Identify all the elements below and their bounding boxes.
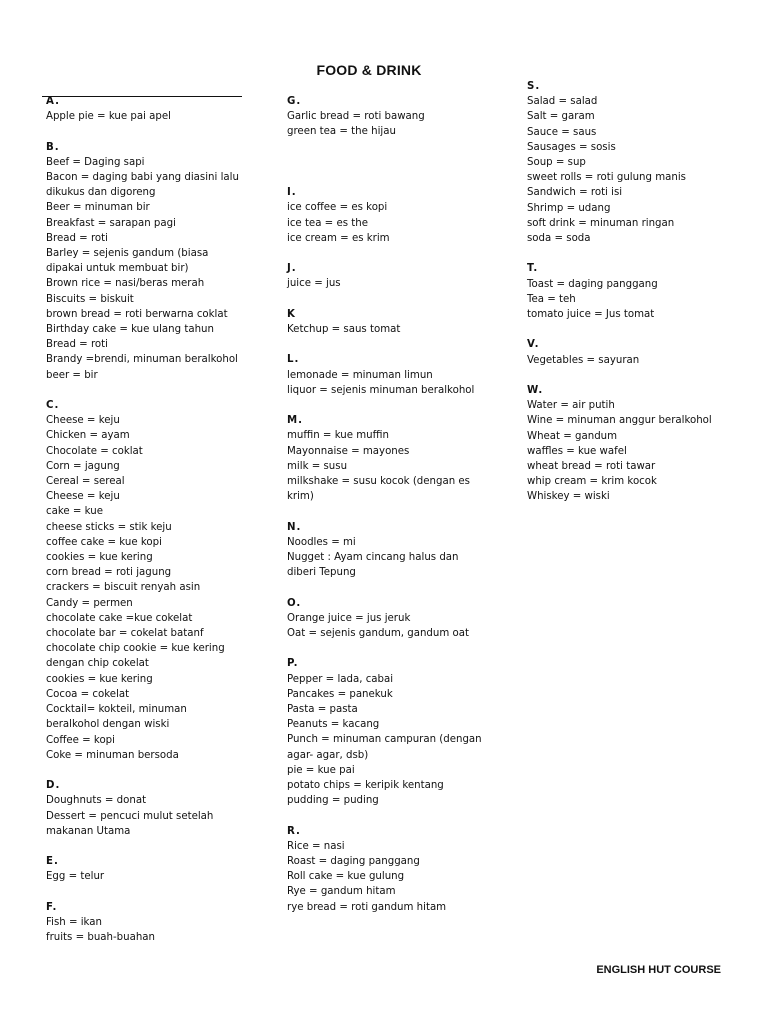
vocabulary-entry: cookies = kue kering <box>46 673 153 685</box>
vocabulary-entry: Noodles = mi <box>287 536 356 548</box>
letter-section <box>287 656 483 808</box>
page-title: FOOD & DRINK <box>316 62 422 78</box>
letter-section <box>46 398 242 763</box>
vocabulary-entry: Mayonnaise = mayones <box>287 445 410 457</box>
vocabulary-entry: Cheese = keju <box>46 415 120 427</box>
section-heading: L. <box>287 354 300 366</box>
vocabulary-entry: Toast = daging panggang <box>527 278 658 290</box>
vocabulary-entry: Shrimp = udang <box>527 202 611 214</box>
vocabulary-entry: chocolate chip cookie = kue kering dengan chip cokelat <box>46 643 225 670</box>
vocabulary-entry: ice tea = es the <box>287 217 368 229</box>
vocabulary-entry: Pancakes = panekuk <box>287 688 393 700</box>
column-3 <box>527 79 727 520</box>
vocabulary-entry: Cereal = sereal <box>46 476 125 488</box>
vocabulary-entry: Cocktail= kokteil, minuman beralkohol dengan wiski <box>46 704 187 731</box>
vocabulary-entry: Breakfast = sarapan pagi <box>46 217 176 229</box>
letter-section <box>46 854 242 884</box>
vocabulary-entry: Wine = minuman anggur beralkohol <box>527 415 712 427</box>
vocabulary-entry: Egg = telur <box>46 871 105 883</box>
section-heading: K <box>287 308 296 320</box>
vocabulary-entry: Garlic bread = roti bawang <box>287 111 425 123</box>
section-heading: J. <box>287 263 297 275</box>
vocabulary-entry: Bread = roti <box>46 232 108 244</box>
vocabulary-entry: crackers = biscuit renyah asin <box>46 582 201 594</box>
section-heading: P. <box>287 658 299 670</box>
vocabulary-entry: juice = jus <box>287 278 341 290</box>
letter-section <box>46 778 242 839</box>
letter-section <box>287 185 483 246</box>
letter-section <box>287 413 483 504</box>
vocabulary-entry: Candy = permen <box>46 597 133 609</box>
vocabulary-entry: Roll cake = kue gulung <box>287 871 405 883</box>
letter-section <box>527 261 727 322</box>
vocabulary-entry: Vegetables = sayuran <box>527 354 640 366</box>
vocabulary-entry: chocolate bar = cokelat batanf <box>46 628 204 640</box>
vocabulary-entry: Rye = gandum hitam <box>287 886 396 898</box>
vocabulary-entry: Orange juice = jus jeruk <box>287 612 411 624</box>
vocabulary-entry: lemonade = minuman limun <box>287 369 433 381</box>
vocabulary-entry: Fish = ikan <box>46 916 102 928</box>
vocabulary-entry: ice coffee = es kopi <box>287 202 388 214</box>
vocabulary-entry: milkshake = susu kocok (dengan es krim) <box>287 475 470 503</box>
section-heading: O. <box>287 597 302 609</box>
letter-section <box>527 79 727 246</box>
vocabulary-entry: Roast = daging panggang <box>287 856 420 867</box>
section-heading: V. <box>527 339 540 351</box>
vocabulary-entry: cake = kue <box>46 506 103 518</box>
vocabulary-entry: Chocolate = coklat <box>46 445 143 457</box>
vocabulary-entry: whip cream = krim kocok <box>527 476 657 488</box>
section-heading: E. <box>46 856 59 868</box>
column-2 <box>287 94 483 930</box>
section-heading: G. <box>287 96 302 107</box>
letter-section <box>287 824 483 915</box>
vocabulary-entry: muffin = kue muffin <box>287 430 389 442</box>
vocabulary-entry: Cocoa = cokelat <box>46 688 130 700</box>
vocabulary-entry: Pepper = lada, cabai <box>287 673 394 685</box>
letter-section <box>46 900 242 946</box>
vocabulary-entry: Peanuts = kacang <box>287 719 380 731</box>
section-heading: S. <box>527 81 541 92</box>
vocabulary-entry: Soup = sup <box>527 157 586 169</box>
vocabulary-entry: Whiskey = wiski <box>527 491 610 503</box>
vocabulary-entry: Nugget : Ayam cincang halus dan diberi Tepung <box>287 551 459 579</box>
vocabulary-entry: milk = susu <box>287 460 348 472</box>
section-heading: A. <box>46 96 60 107</box>
footer-course-name: ENGLISH HUT COURSE <box>596 964 721 976</box>
letter-section <box>527 337 727 367</box>
letter-section <box>46 140 242 383</box>
vocabulary-entry: Coke = minuman bersoda <box>46 749 179 761</box>
vocabulary-entry: Oat = sejenis gandum, gandum oat <box>287 627 469 639</box>
section-heading: D. <box>46 780 61 792</box>
vocabulary-entry: Brown rice = nasi/beras merah <box>46 278 205 290</box>
vocabulary-entry: Salt = garam <box>527 111 595 123</box>
vocabulary-entry: Sausages = sosis <box>527 141 616 153</box>
vocabulary-entry: corn bread = roti jagung <box>46 567 172 579</box>
section-heading: F. <box>46 901 58 913</box>
vocabulary-entry: potato chips = keripik kentang <box>287 780 444 791</box>
vocabulary-entry: cheese sticks = stik keju <box>46 521 172 533</box>
vocabulary-entry: Birthday cake = kue ulang tahun <box>46 324 214 336</box>
vocabulary-entry: waffles = kue wafel <box>527 445 627 457</box>
vocabulary-entry: Sauce = saus <box>527 126 597 138</box>
section-heading <box>287 155 483 170</box>
vocabulary-entry: Brandy =brendi, minuman beralkohol <box>46 354 238 366</box>
letter-section <box>46 94 242 124</box>
section-heading: N. <box>287 521 302 533</box>
vocabulary-entry: wheat bread = roti tawar <box>527 461 656 473</box>
vocabulary-entry: Punch = minuman campuran (dengan agar- agar, dsb) <box>287 734 482 761</box>
vocabulary-entry: Salad = salad <box>527 96 598 108</box>
vocabulary-entry: tomato juice = Jus tomat <box>527 309 655 321</box>
letter-section <box>287 520 483 581</box>
letter-section <box>287 307 483 337</box>
vocabulary-entry: soda = soda <box>527 233 591 245</box>
vocabulary-entry: Apple pie = kue pai apel <box>46 111 171 123</box>
vocabulary-entry: Tea = teh <box>527 293 576 305</box>
vocabulary-entry: coffee cake = kue kopi <box>46 536 162 548</box>
letter-section <box>287 94 483 140</box>
vocabulary-entry: ice cream = es krim <box>287 232 390 244</box>
vocabulary-entry: beer = bir <box>46 369 98 381</box>
vocabulary-entry: Beer = minuman bir <box>46 202 150 214</box>
vocabulary-entry: Biscuits = biskuit <box>46 293 134 305</box>
vocabulary-entry: chocolate cake =kue cokelat <box>46 612 193 624</box>
vocabulary-entry: Bacon = daging babi yang diasini lalu dikukus dan digoreng <box>46 172 239 199</box>
section-heading: C. <box>46 400 60 412</box>
section-heading: I. <box>287 187 297 199</box>
letter-section <box>527 383 727 505</box>
vocabulary-entry: Coffee = kopi <box>46 734 115 746</box>
vocabulary-entry: fruits = buah-buahan <box>46 932 155 944</box>
section-heading: W. <box>527 385 544 397</box>
letter-section <box>287 596 483 642</box>
vocabulary-entry: pie = kue pai <box>287 764 355 776</box>
vocabulary-entry: Wheat = gandum <box>527 430 618 442</box>
section-heading: M. <box>287 415 304 427</box>
vocabulary-entry: Doughnuts = donat <box>46 795 147 807</box>
vocabulary-entry: soft drink = minuman ringan <box>527 217 675 229</box>
letter-section <box>287 352 483 398</box>
section-heading: B. <box>46 141 60 153</box>
vocabulary-entry: Sandwich = roti isi <box>527 187 623 199</box>
vocabulary-entry: Corn = jagung <box>46 460 120 472</box>
vocabulary-entry: liquor = sejenis minuman beralkohol <box>287 384 475 396</box>
column-1 <box>46 94 242 960</box>
letter-section <box>287 261 483 291</box>
section-heading: R. <box>287 825 301 837</box>
vocabulary-entry: Pasta = pasta <box>287 703 358 715</box>
vocabulary-entry: Barley = sejenis gandum (biasa dipakai untuk membuat bir) <box>46 248 209 275</box>
vocabulary-entry: sweet rolls = roti gulung manis <box>527 172 686 184</box>
vocabulary-entry: Dessert = pencuci mulut setelah makanan Utama <box>46 810 214 837</box>
vocabulary-entry: rye bread = roti gandum hitam <box>287 901 447 913</box>
vocabulary-entry: Cheese = keju <box>46 491 120 503</box>
vocabulary-entry: Water = air putih <box>527 400 615 412</box>
vocabulary-entry: Ketchup = saus tomat <box>287 323 401 335</box>
vocabulary-entry: green tea = the hijau <box>287 126 396 138</box>
vocabulary-entry: Rice = nasi <box>287 840 345 852</box>
vocabulary-entry: pudding = puding <box>287 795 379 807</box>
vocabulary-entry: brown bread = roti berwarna coklat <box>46 308 228 320</box>
vocabulary-entry: Chicken = ayam <box>46 430 130 442</box>
letter-section <box>287 155 483 170</box>
vocabulary-entry: Beef = Daging sapi <box>46 156 145 168</box>
vocabulary-entry: cookies = kue kering <box>46 552 153 564</box>
section-heading: T. <box>527 263 539 275</box>
vocabulary-entry: Bread = roti <box>46 339 108 351</box>
